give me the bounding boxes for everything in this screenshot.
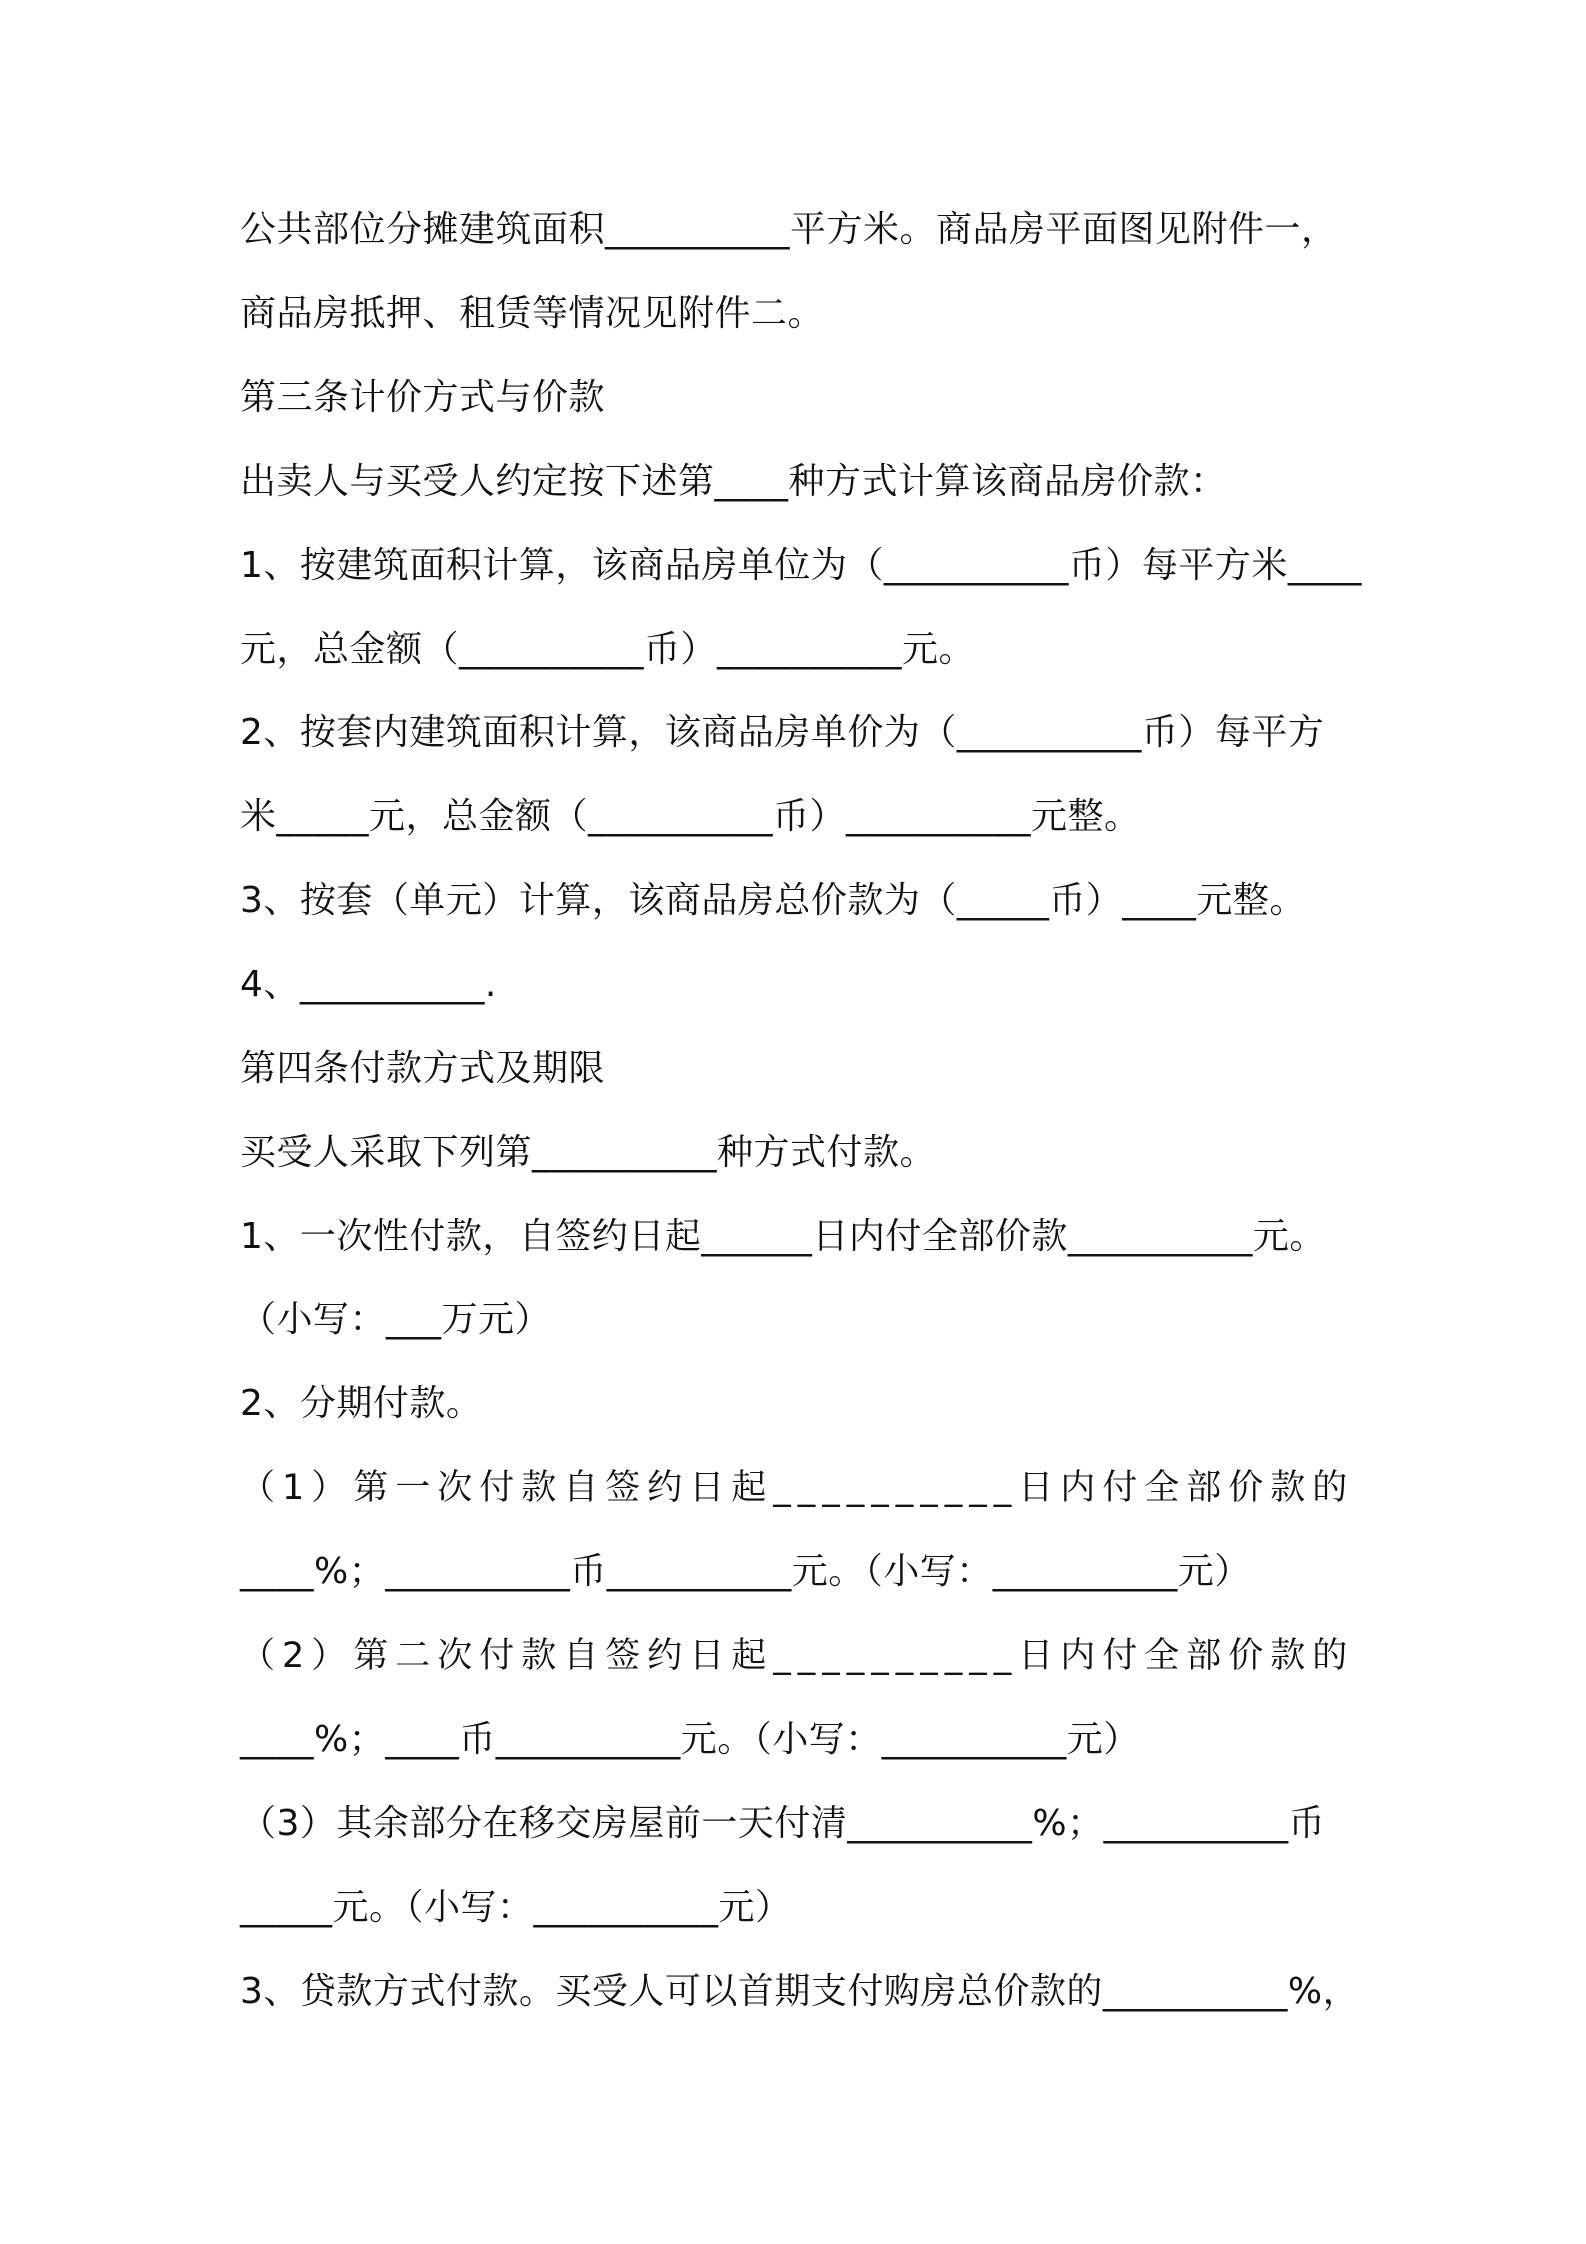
paragraph-line: 买受人采取下列第__________种方式付款。 xyxy=(240,1132,937,1173)
paragraph-line: 3、按套（单元）计算，该商品房总价款为（_____币）____元整。 xyxy=(240,880,1306,921)
paragraph-line: 1、一次性付款，自签约日起______日内付全部价款__________元。 xyxy=(240,1216,1326,1257)
paragraph-line: （3）其余部分在移交房屋前一天付清__________%；__________币 xyxy=(240,1803,1326,1844)
paragraph-line: 1、按建筑面积计算，该商品房单位为（__________币）每平方米____ xyxy=(240,545,1362,586)
paragraph-line: ____%；__________币__________元。（小写：__________元） xyxy=(240,1551,1251,1592)
section-heading: 第三条计价方式与价款 xyxy=(240,377,606,418)
paragraph-line: 4、__________. xyxy=(240,964,497,1005)
paragraph-line: 2、按套内建筑面积计算，该商品房单价为（__________币）每平方 xyxy=(240,712,1325,753)
paragraph-line: 2、分期付款。 xyxy=(240,1383,483,1424)
paragraph-line: （1）第一次付款自签约日起__________日内付全部价款的 xyxy=(240,1468,1355,1508)
paragraph-line: 元，总金额（__________币）__________元。 xyxy=(240,629,976,670)
paragraph-line: 出卖人与买受人约定按下述第____种方式计算该商品房价款： xyxy=(240,461,1227,502)
paragraph-line: 3、贷款方式付款。买受人可以首期支付购房总价款的__________%， xyxy=(240,1971,1360,2012)
paragraph-line: _____元。（小写：__________元） xyxy=(240,1887,792,1928)
paragraph-line: 商品房抵押、租赁等情况见附件二。 xyxy=(240,293,825,334)
paragraph-line: 米_____元，总金额（__________币）__________元整。 xyxy=(240,796,1141,837)
paragraph-line: 公共部位分摊建筑面积__________平方米。商品房平面图见附件一， xyxy=(240,209,1338,250)
paragraph-line: ____%；____币__________元。（小写：__________元） xyxy=(240,1719,1140,1760)
section-heading: 第四条付款方式及期限 xyxy=(240,1048,606,1089)
paragraph-line: （小写：___万元） xyxy=(240,1299,552,1340)
paragraph-line: （2）第二次付款自签约日起__________日内付全部价款的 xyxy=(240,1636,1355,1676)
